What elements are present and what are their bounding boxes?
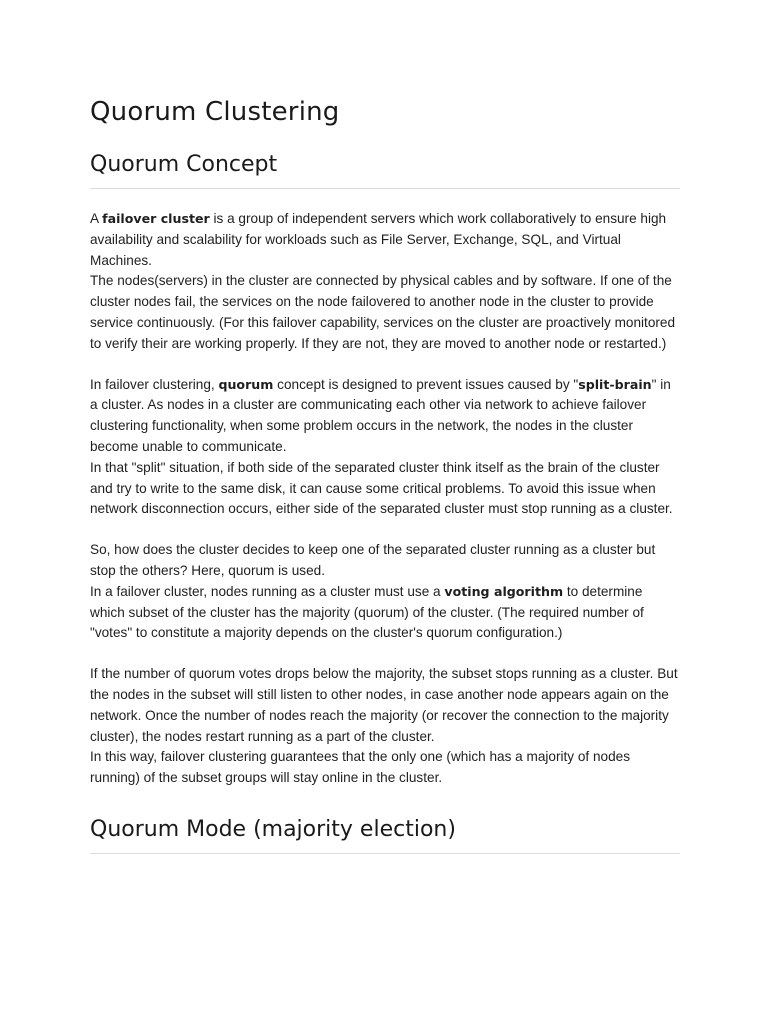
paragraph (90, 209, 680, 355)
bold-term: voting algorithm (444, 583, 564, 599)
text-run: A (90, 211, 103, 226)
bold-term: split-brain (578, 376, 652, 392)
text-run: The nodes(servers) in the cluster are connected by physical cables and by software. If one of the cluster nodes fail, the services on the node failovered to another node in the cluster to provide service continuously. (For this failover capability, services on the cluster are proactively monitored to verify their are working properly. If they are not, they are moved to another node or restarted.) (90, 273, 676, 351)
paragraph (90, 664, 680, 789)
text-run: If the number of quorum votes drops below the majority, the subset stops running as a cluster. But the nodes in the subset will still listen to other nodes, in case another node appears again on the network. Once the number of nodes reach the majority (or recover the connection to the majority cluster), the nodes restart running as a part of the cluster. (90, 666, 678, 744)
text-run: In failover clustering, (90, 376, 219, 392)
article (90, 94, 680, 854)
section-heading-quorum-concept: Quorum Concept (90, 150, 680, 189)
text-run: to determine which subset of the cluster has the majority (quorum) of the cluster. (The required number of "votes" to constitute a majority depends on the cluster's quorum configuration.) (90, 583, 644, 641)
text-run: In a failover cluster, nodes running as a cluster must use a (90, 583, 445, 599)
paragraph (90, 540, 680, 644)
text-run: In this way, failover clustering guarantees that the only one (which has a majority of nodes running) of the subset groups will stay online in the cluster. (90, 749, 631, 786)
bold-term: failover cluster (102, 211, 210, 226)
text-run: " in a cluster. As nodes in a cluster are communicating each other via network to achieve failover clustering functionality, when some problem occurs in the network, the nodes in the cluster become unable to communicate. (90, 376, 671, 454)
text-run: So, how does the cluster decides to keep one of the separated cluster running as a cluster but stop the others? Here, quorum is used. (90, 542, 656, 578)
section-heading-quorum-mode: Quorum Mode (majority election) (90, 815, 680, 854)
bold-term: quorum (218, 376, 274, 392)
text-run: In that "split" situation, if both side of the separated cluster think itself as the brain of the cluster and try to write to the same disk, it can cause some critical problems. To avoid this issue when network disconnection occurs, either side of the separated cluster must stop running as a cluster. (90, 459, 673, 517)
paragraph (90, 375, 680, 521)
section-body-quorum-concept (90, 209, 680, 789)
text-run: is a group of independent servers which work collaboratively to ensure high availability and scalability for workloads such as File Server, Exchange, SQL, and Virtual Machines. (90, 211, 667, 268)
page-title: Quorum Clustering (90, 97, 340, 127)
text-run: concept is designed to prevent issues caused by " (273, 376, 579, 392)
